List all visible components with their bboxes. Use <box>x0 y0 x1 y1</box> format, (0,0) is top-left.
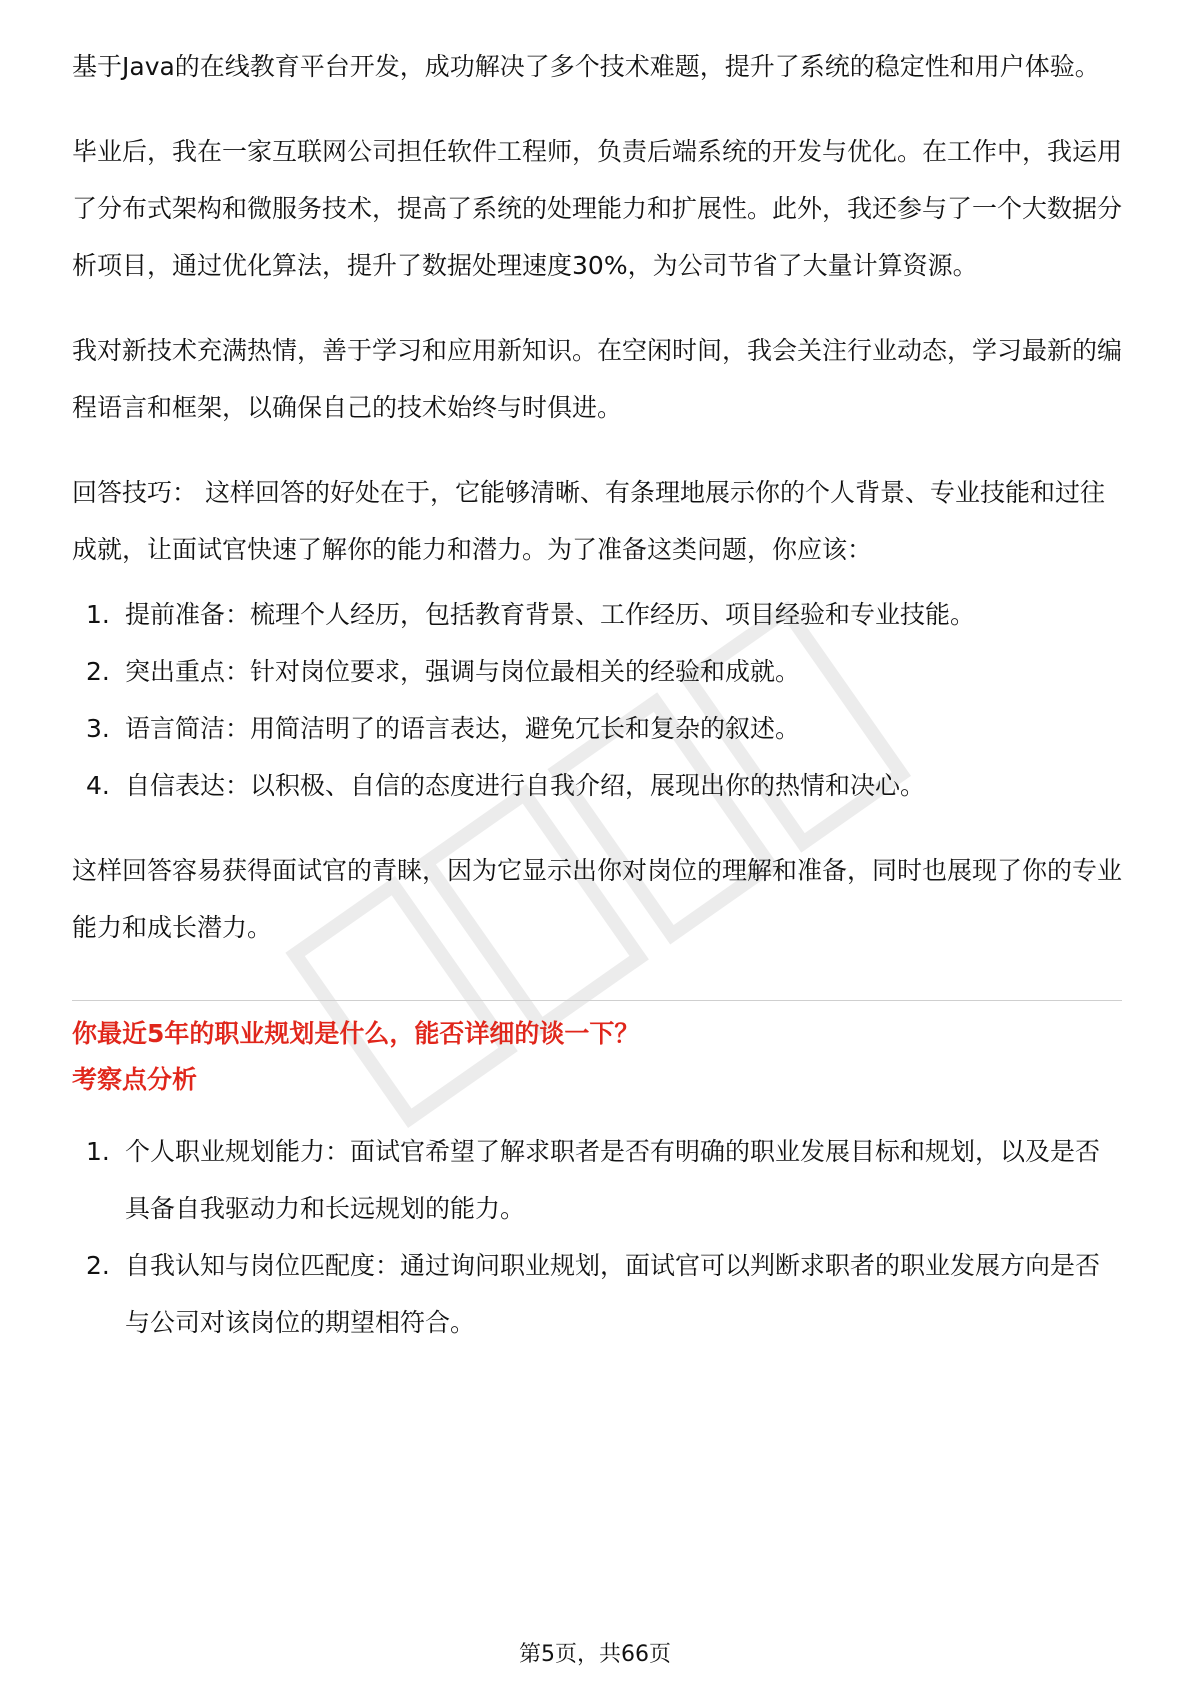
list-item: 2. 自我认知与岗位匹配度：通过询问职业规划，面试官可以判断求职者的职业发展方向是否与公司对该岗位的期望相符合。 <box>86 1251 1101 1337</box>
closing-paragraph: 这样回答容易获得面试官的青睐，因为它显示出你对岗位的理解和准备，同时也展现了你的专业能力和成长潜力。 <box>72 856 1123 942</box>
paragraph-3: 我对新技术充满热情，善于学习和应用新知识。在空闲时间，我会关注行业动态，学习最新的编程语言和框架，以确保自己的技术始终与时俱进。 <box>72 336 1123 422</box>
section-divider <box>72 1000 1122 1001</box>
question-subtitle: 考察点分析 <box>72 1065 198 1094</box>
document-page <box>72 38 1122 1351</box>
list-item: 4. 自信表达：以积极、自信的态度进行自我介绍，展现出你的热情和决心。 <box>86 771 926 800</box>
list-item: 2. 突出重点：针对岗位要求，强调与岗位最相关的经验和成就。 <box>86 657 801 686</box>
paragraph-2: 毕业后，我在一家互联网公司担任软件工程师，负责后端系统的开发与优化。在工作中，我运用了分布式架构和微服务技术，提高了系统的处理能力和扩展性。此外，我还参与了一个大数据分析项目，通过优化算法，提升了数据处理速度30%，为公司节省了大量计算资源。 <box>72 137 1123 280</box>
list-item: 1. 提前准备：梳理个人经历，包括教育背景、工作经历、项目经验和专业技能。 <box>86 600 976 629</box>
list-item: 3. 语言简洁：用简洁明了的语言表达，避免冗长和复杂的叙述。 <box>86 714 801 743</box>
paragraph-4: 回答技巧： 这样回答的好处在于，它能够清晰、有条理地展示你的个人背景、专业技能和过往成就，让面试官快速了解你的能力和潜力。为了准备这类问题，你应该： <box>72 478 1105 564</box>
analysis-list <box>72 1123 1122 1351</box>
tips-list <box>72 586 1122 814</box>
list-item: 1. 个人职业规划能力：面试官希望了解求职者是否有明确的职业发展目标和规划，以及是否具备自我驱动力和长远规划的能力。 <box>86 1137 1101 1223</box>
question-title: 你最近5年的职业规划是什么，能否详细的谈一下？ <box>72 1019 640 1048</box>
page-footer: 第5页，共66页 <box>519 1642 671 1667</box>
paragraph-1: 基于Java的在线教育平台开发，成功解决了多个技术难题，提升了系统的稳定性和用户体验。 <box>72 52 1100 81</box>
